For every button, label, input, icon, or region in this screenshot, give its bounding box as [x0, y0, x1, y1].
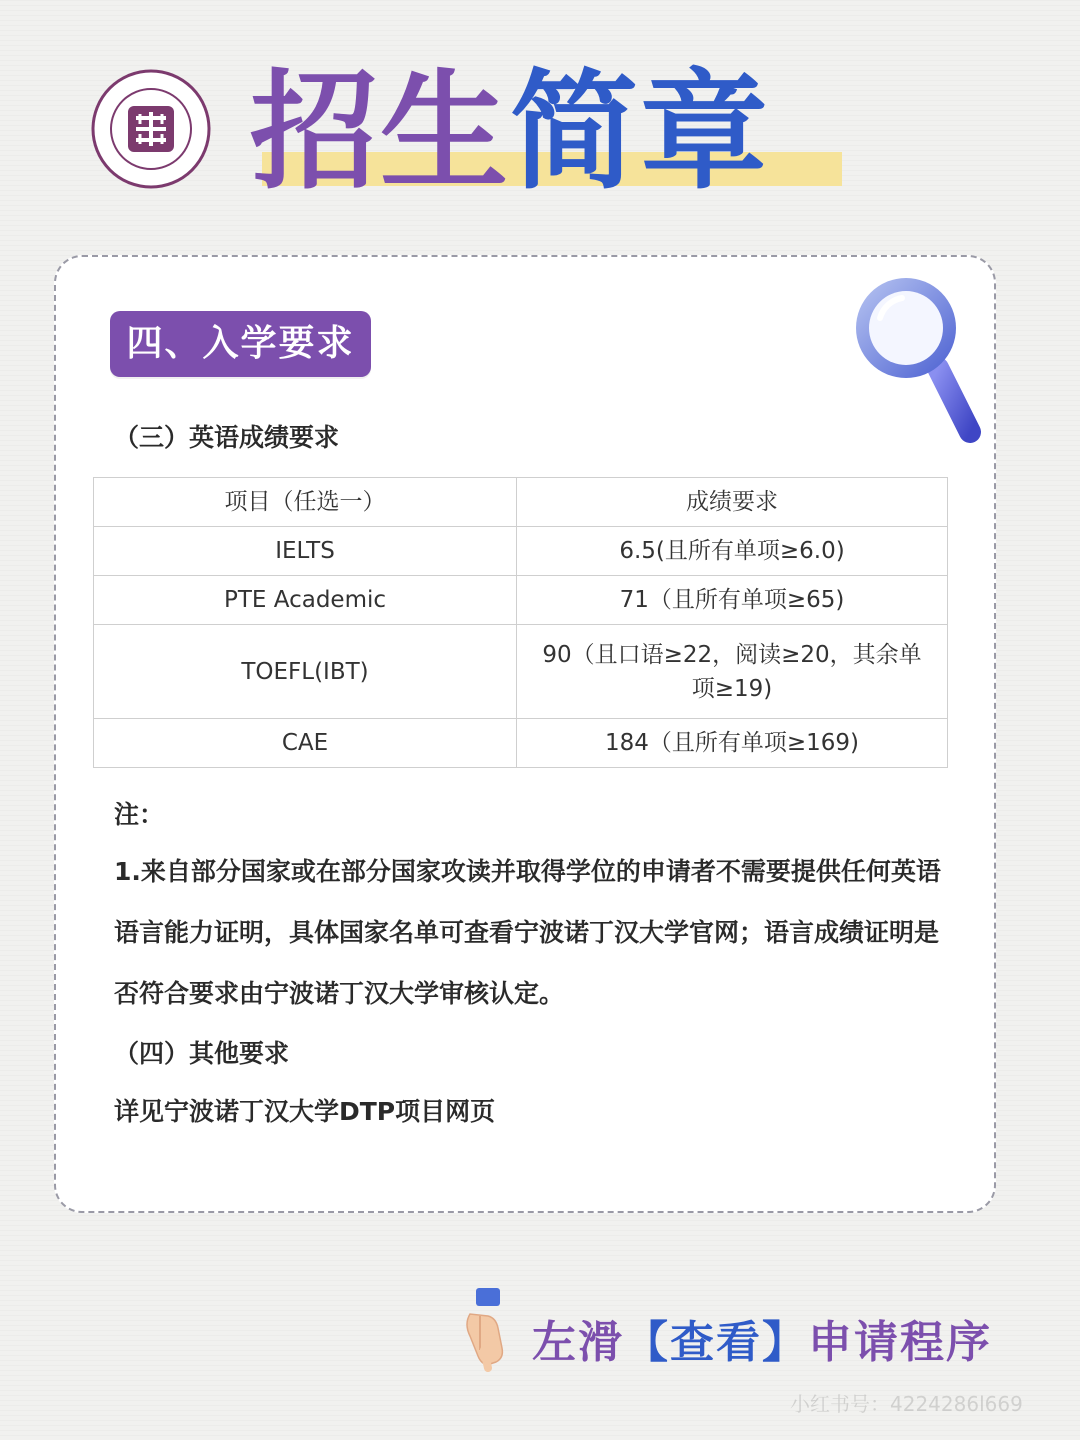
table-row	[94, 719, 948, 768]
table-header-row	[94, 478, 948, 527]
subheading-english: （三）英语成绩要求	[114, 423, 340, 452]
magnifier-icon	[850, 272, 986, 448]
other-detail: 详见宁波诺丁汉大学DTP项目网页	[114, 1097, 496, 1126]
table-cell-item: IELTS	[94, 527, 517, 576]
table-cell-requirement: 6.5(且所有单项≥6.0)	[517, 527, 948, 576]
page-title	[250, 58, 770, 208]
swipe-cta	[532, 1306, 992, 1370]
title-part-2: 简章	[510, 58, 771, 207]
note-heading: 注：	[114, 800, 165, 829]
subheading-other: （四）其他要求	[114, 1039, 290, 1068]
university-logo	[90, 68, 212, 190]
watermark: 小红书号：4224286l669	[790, 1392, 1023, 1416]
requirements-table	[93, 477, 948, 768]
title-part-1: 招生	[250, 58, 511, 207]
table-cell-requirement: 90（且口语≥22，阅读≥20，其余单项≥19)	[517, 625, 948, 719]
cta-part-3: 申请程序	[808, 1317, 992, 1368]
table-row	[94, 527, 948, 576]
table-cell-item: PTE Academic	[94, 576, 517, 625]
table-cell-requirement: 71（且所有单项≥65)	[517, 576, 948, 625]
table-header-requirement: 成绩要求	[517, 478, 948, 527]
table-row	[94, 625, 948, 719]
cta-part-2: 【查看】	[624, 1317, 808, 1368]
table-cell-item: TOEFL(IBT)	[94, 625, 517, 719]
table-header-item: 项目（任选一）	[94, 478, 517, 527]
pointing-hand-icon	[456, 1286, 516, 1372]
table-cell-requirement: 184（且所有单项≥169)	[517, 719, 948, 768]
cta-part-1: 左滑	[532, 1317, 624, 1368]
note-body: 1.来自部分国家或在部分国家攻读并取得学位的申请者不需要提供任何英语语言能力证明，具体国家名单可查看宁波诺丁汉大学官网；语言成绩证明是否符合要求由宁波诺丁汉大学审核认定。	[114, 857, 941, 1008]
table-cell-item: CAE	[94, 719, 517, 768]
table-row	[94, 576, 948, 625]
section-tag: 四、入学要求	[110, 311, 371, 377]
